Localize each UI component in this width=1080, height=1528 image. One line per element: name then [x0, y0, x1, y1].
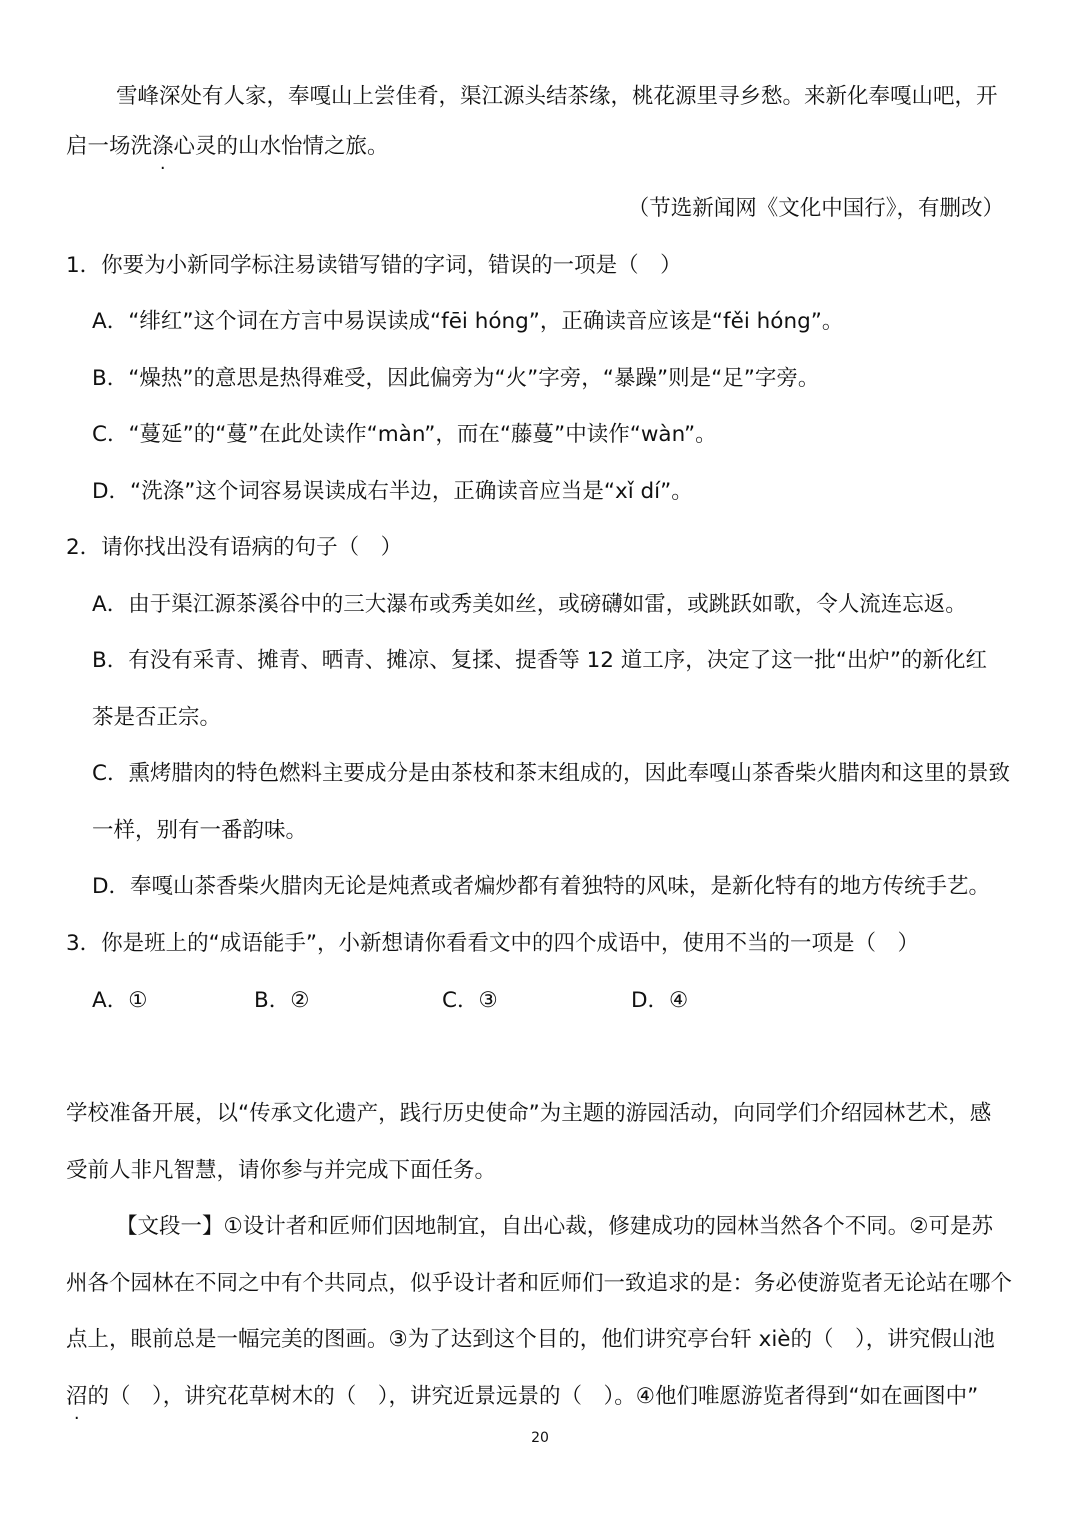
question-3-option-b: B．② [254, 988, 310, 1013]
question-1-option-b: B．“燥热”的意思是热得难受，因此偏旁为“火”字旁，“暴躁”则是“足”字旁。 [92, 366, 820, 391]
emphasis-dot-char: 沼 [66, 1384, 88, 1409]
passage-1-line-3: 点上，眼前总是一幅完美的图画。③为了达到这个目的，他们讲究亭台轩 xiè的（ ），讲究假山池 [66, 1327, 995, 1352]
question-1-option-c: C．“蔓延”的“蔓”在此处读作“màn”，而在“藤蔓”中读作“wàn”。 [92, 422, 717, 447]
question-3-option-d: D．④ [631, 988, 689, 1013]
passage-1-line-2: 州各个园林在不同之中有个共同点，似乎设计者和匠师们一致追求的是：务必使游览者无论站在哪个 [66, 1271, 1013, 1296]
section-2-intro-line-2: 受前人非凡智慧，请你参与并完成下面任务。 [66, 1158, 497, 1183]
intro-line-2-start: 启一场洗 [66, 134, 153, 159]
question-2-option-c-line-2: 一样，别有一番韵味。 [92, 818, 308, 843]
page-number: 20 [531, 1430, 549, 1446]
question-2-option-d: D．奉嘎山茶香柴火腊肉无论是炖煮或者煸炒都有着独特的风味，是新化特有的地方传统手艺。 [92, 874, 991, 899]
passage-1-line-4-end: 的（ ），讲究花草树木的（ ），讲究近景远景的（ ）。④他们唯愿游览者得到“如在画图中” [87, 1384, 979, 1409]
section-2-intro-line-1: 学校准备开展，以“传承文化遗产，践行历史使命”为主题的游园活动，向同学们介绍园林艺术，感 [66, 1101, 992, 1126]
source-citation: （节选新闻网《文化中国行》，有删改） [627, 196, 1004, 221]
question-2-option-c-line-1: C．熏烤腊肉的特色燃料主要成分是由茶枝和茶末组成的，因此奉嘎山茶香柴火腊肉和这里的景致 [92, 761, 1011, 786]
passage-1-line-1: 【文段一】①设计者和匠师们因地制宜，自出心裁，修建成功的园林当然各个不同。②可是苏 [116, 1214, 994, 1239]
question-2-stem: 2．请你找出没有语病的句子（ ） [66, 535, 403, 560]
question-3-option-c: C．③ [442, 988, 498, 1013]
question-3-stem: 3．你是班上的“成语能手”，小新想请你看看文中的四个成语中，使用不当的一项是（ ） [66, 931, 919, 956]
question-2-option-b-line-1: B．有没有采青、摊青、晒青、摊凉、复揉、提香等 12 道工序，决定了这一批“出炉”的新化红 [92, 648, 988, 673]
question-3-option-a: A．① [92, 988, 148, 1013]
intro-line-1: 雪峰深处有人家，奉嘎山上尝佳肴，渠江源头结茶缘，桃花源里寻乡愁。来新化奉嘎山吧，开 [116, 84, 998, 109]
question-1-option-a: A．“绯红”这个词在方言中易误读成“fēi hóng”，正确读音应该是“fěi hóng”。 [92, 309, 844, 334]
emphasis-dot-char: 涤 [152, 134, 174, 159]
question-2-option-a: A．由于渠江源茶溪谷中的三大瀑布或秀美如丝，或磅礴如雷，或跳跃如歌，令人流连忘返。 [92, 592, 967, 617]
question-1-stem: 1．你要为小新同学标注易读错写错的字词，错误的一项是（ ） [66, 253, 682, 278]
intro-line-2 [66, 132, 389, 162]
intro-line-2-end: 心灵的山水怡情之旅。 [173, 134, 389, 159]
passage-1-line-4 [66, 1382, 978, 1412]
question-2-option-b-line-2: 茶是否正宗。 [92, 705, 222, 730]
question-1-option-d: D．“洗涤”这个词容易误读成右半边，正确读音应当是“xǐ dí”。 [92, 479, 693, 504]
